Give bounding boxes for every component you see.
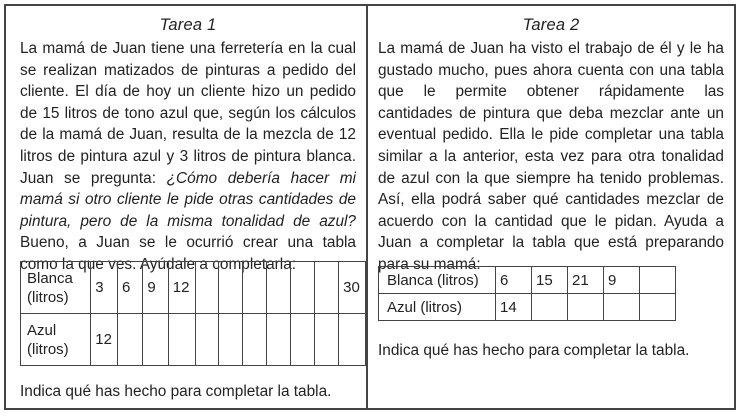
table-cell[interactable] [219, 314, 243, 366]
task-1-text-b: Bueno, a Juan se le ocurrió crear una tabla como la que ves. Ayúdale a completarla: [20, 234, 356, 273]
table-cell[interactable]: 12 [168, 262, 195, 314]
task-1-panel [6, 6, 368, 408]
table-cell[interactable] [143, 314, 168, 366]
table-cell[interactable] [243, 314, 267, 366]
task-1-text [20, 38, 356, 276]
row-label-azul: Azul (litros) [21, 314, 91, 366]
table-cell[interactable] [315, 262, 339, 314]
table-cell[interactable] [243, 262, 267, 314]
table-cell[interactable] [118, 314, 143, 366]
table-cell[interactable] [267, 314, 291, 366]
table-cell[interactable] [604, 294, 640, 321]
tasks-frame [4, 4, 736, 410]
row-label-azul: Azul (litros) [379, 294, 496, 321]
row-label-blanca: Blanca (litros) [21, 262, 91, 314]
table-row-blanca [21, 262, 366, 314]
table-row-blanca [379, 267, 676, 294]
table-cell[interactable]: 15 [532, 267, 568, 294]
task-1-note: Indica qué has hecho para completar la tabla. [20, 383, 332, 400]
task-1-question: ¿Cómo debería hacer mi mamá si otro cliente le pide otras cantidades de pintura, pero de la misma tonalidad de azul? [20, 169, 356, 230]
table-cell[interactable] [168, 314, 195, 366]
table-cell[interactable]: 21 [568, 267, 604, 294]
table-cell[interactable] [267, 262, 291, 314]
table-cell[interactable] [640, 267, 676, 294]
task-2-note: Indica qué has hecho para completar la tabla. [378, 342, 690, 359]
table-cell[interactable] [339, 314, 366, 366]
task-1-text-a: La mamá de Juan tiene una ferretería en la cual se realizan matizados de pinturas a pedido del cliente. El día de hoy un cliente hizo un pedido de 15 litros de tono azul que, según los cálculos de la mamá de Juan, resulta de la mezcla de 12 litros de pintura azul y 3 litros de pintura blanca. Juan se pregunta: [20, 40, 356, 187]
table-cell[interactable] [315, 314, 339, 366]
table-cell[interactable] [291, 314, 315, 366]
table-cell[interactable] [640, 294, 676, 321]
row-label-blanca: Blanca (litros) [379, 267, 496, 294]
table-cell[interactable] [568, 294, 604, 321]
table-cell[interactable]: 12 [91, 314, 118, 366]
task-1-table [20, 261, 366, 366]
table-cell[interactable]: 9 [143, 262, 168, 314]
table-cell[interactable]: 30 [339, 262, 366, 314]
table-cell[interactable] [195, 314, 219, 366]
table-cell[interactable]: 3 [91, 262, 118, 314]
task-2-panel [368, 6, 734, 408]
table-cell[interactable] [532, 294, 568, 321]
table-cell[interactable] [219, 262, 243, 314]
task-1-title: Tarea 1 [159, 16, 217, 34]
table-cell[interactable]: 6 [496, 267, 532, 294]
task-2-title: Tarea 2 [522, 16, 580, 34]
table-cell[interactable] [195, 262, 219, 314]
task-2-text: La mamá de Juan ha visto el trabajo de él y le ha gustado mucho, pues ahora cuenta con una tabla que le permite obtener rápidamente las cantidades de pintura que deba mezclar ante un eventual pedido. Ella le pide completar una tabla similar a la anterior, esta vez para otra tonalidad de azul con la que siempre ha tenido problemas. Así, ella podrá saber qué cantidades mezclar de acuerdo con la cantidad que le pidan. Ayuda a Juan a completar la tabla que está preparando para su mamá: [378, 40, 724, 273]
task-2-table [378, 266, 676, 321]
table-cell[interactable]: 6 [118, 262, 143, 314]
table-row-azul [379, 294, 676, 321]
table-row-azul [21, 314, 366, 366]
table-cell[interactable]: 9 [604, 267, 640, 294]
table-cell[interactable] [291, 262, 315, 314]
table-cell[interactable]: 14 [496, 294, 532, 321]
